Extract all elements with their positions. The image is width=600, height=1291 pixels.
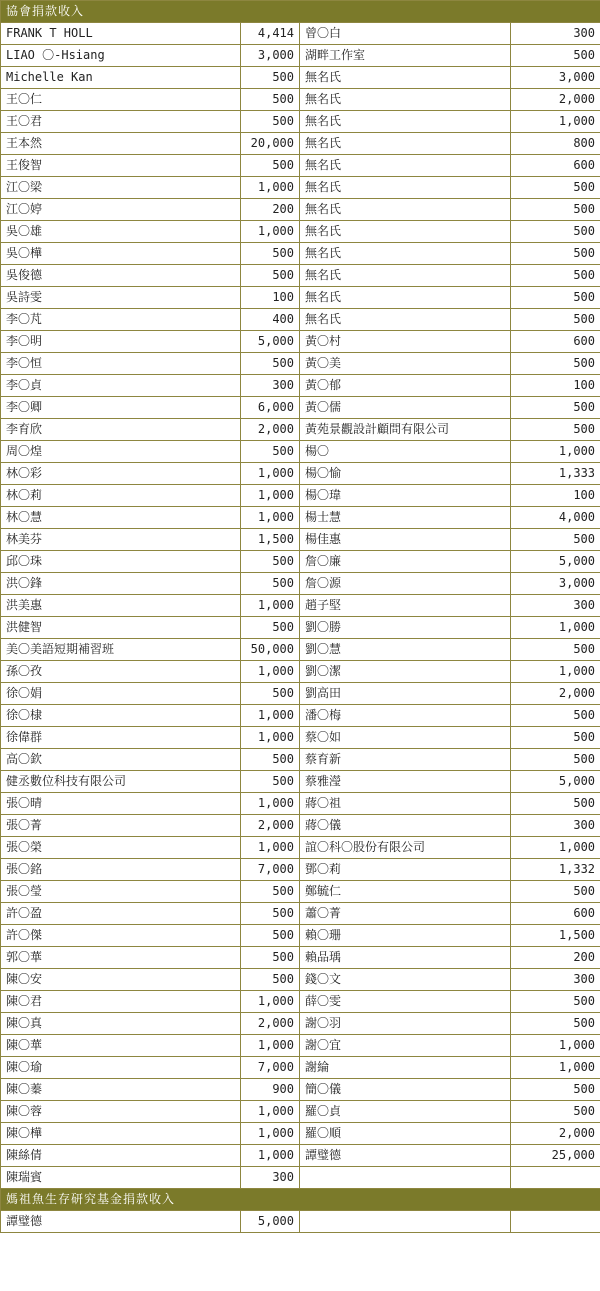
amount-left: 7,000: [241, 1057, 300, 1079]
table-row: [1, 199, 600, 221]
table-row: [1, 771, 600, 793]
amount-left: 300: [241, 375, 300, 397]
donor-name-left: 陳〇樺: [1, 1123, 241, 1145]
donor-name-left: 徐〇棣: [1, 705, 241, 727]
table-row: [1, 67, 600, 89]
amount-left: 3,000: [241, 45, 300, 67]
donor-name-right: 賴〇珊: [300, 925, 511, 947]
amount-right: 1,000: [511, 837, 600, 859]
donor-name-left: 陳〇君: [1, 991, 241, 1013]
donor-name-right: 蔡雅瀅: [300, 771, 511, 793]
amount-right: 500: [511, 793, 600, 815]
amount-right: 1,000: [511, 1057, 600, 1079]
amount-left: 2,000: [241, 1013, 300, 1035]
amount-left: 500: [241, 881, 300, 903]
donor-name-left: 李〇貞: [1, 375, 241, 397]
donor-name-right: 詹〇源: [300, 573, 511, 595]
amount-right: 1,500: [511, 925, 600, 947]
table-row: [1, 661, 600, 683]
table-row: [1, 1079, 600, 1101]
section-header-row: [1, 1189, 600, 1211]
amount-right: 1,332: [511, 859, 600, 881]
donor-name-right: 劉〇潔: [300, 661, 511, 683]
amount-right: 1,333: [511, 463, 600, 485]
amount-left: 1,000: [241, 507, 300, 529]
donor-name-right: 無名氏: [300, 67, 511, 89]
amount-right: 500: [511, 309, 600, 331]
donor-name-left: 王〇仁: [1, 89, 241, 111]
table-row: [1, 89, 600, 111]
amount-left: 500: [241, 969, 300, 991]
amount-left: 1,000: [241, 793, 300, 815]
amount-right: 100: [511, 485, 600, 507]
amount-right: 500: [511, 639, 600, 661]
donor-name-left: 林〇慧: [1, 507, 241, 529]
section-title: 媽祖魚生存研究基金捐款收入: [1, 1189, 600, 1211]
table-row: [1, 441, 600, 463]
amount-left: 6,000: [241, 397, 300, 419]
amount-left: 2,000: [241, 815, 300, 837]
donor-name-left: 李育欣: [1, 419, 241, 441]
amount-right: 500: [511, 749, 600, 771]
donor-name-right: [300, 1211, 511, 1233]
table-row: [1, 705, 600, 727]
table-row: [1, 903, 600, 925]
amount-left: 4,414: [241, 23, 300, 45]
donor-name-left: 許〇盈: [1, 903, 241, 925]
donor-name-right: 誼〇科〇股份有限公司: [300, 837, 511, 859]
amount-left: 500: [241, 111, 300, 133]
amount-right: 500: [511, 1079, 600, 1101]
table-row: [1, 111, 600, 133]
donor-name-right: 無名氏: [300, 199, 511, 221]
amount-right: 1,000: [511, 1035, 600, 1057]
donor-name-left: 李〇明: [1, 331, 241, 353]
table-row: [1, 837, 600, 859]
donor-name-right: 潘〇梅: [300, 705, 511, 727]
amount-right: 2,000: [511, 683, 600, 705]
table-row: [1, 947, 600, 969]
donor-name-right: 詹〇廉: [300, 551, 511, 573]
donor-name-right: 無名氏: [300, 265, 511, 287]
donor-name-right: 無名氏: [300, 177, 511, 199]
donor-name-left: 許〇傑: [1, 925, 241, 947]
donor-name-right: 無名氏: [300, 309, 511, 331]
amount-left: 1,000: [241, 705, 300, 727]
donor-name-left: Michelle Kan: [1, 67, 241, 89]
donor-name-left: 周〇煌: [1, 441, 241, 463]
donor-name-right: 賴品瑀: [300, 947, 511, 969]
donor-name-right: 謝〇羽: [300, 1013, 511, 1035]
amount-left: 20,000: [241, 133, 300, 155]
table-row: [1, 749, 600, 771]
amount-right: 3,000: [511, 573, 600, 595]
donor-name-left: 吳〇雄: [1, 221, 241, 243]
donor-name-right: 謝〇宜: [300, 1035, 511, 1057]
donor-name-right: 黃〇儒: [300, 397, 511, 419]
amount-right: 3,000: [511, 67, 600, 89]
amount-left: 1,000: [241, 1035, 300, 1057]
donor-name-left: 陳〇真: [1, 1013, 241, 1035]
table-row: [1, 221, 600, 243]
donor-name-right: 楊〇瑋: [300, 485, 511, 507]
table-row: [1, 1145, 600, 1167]
amount-left: 500: [241, 617, 300, 639]
amount-right: 2,000: [511, 89, 600, 111]
table-row: [1, 485, 600, 507]
table-row: [1, 287, 600, 309]
amount-left: 1,000: [241, 991, 300, 1013]
amount-left: 5,000: [241, 331, 300, 353]
table-row: [1, 1167, 600, 1189]
amount-right: 500: [511, 1101, 600, 1123]
donor-name-right: 無名氏: [300, 111, 511, 133]
amount-right: 600: [511, 903, 600, 925]
donor-name-right: 羅〇順: [300, 1123, 511, 1145]
donor-name-right: 湖畔工作室: [300, 45, 511, 67]
donor-name-right: 蔡育新: [300, 749, 511, 771]
table-row: [1, 463, 600, 485]
amount-left: 50,000: [241, 639, 300, 661]
amount-right: 500: [511, 45, 600, 67]
table-row: [1, 617, 600, 639]
donor-name-left: 美〇美語短期補習班: [1, 639, 241, 661]
donor-name-right: 劉〇勝: [300, 617, 511, 639]
donor-name-left: 張〇榮: [1, 837, 241, 859]
table-row: [1, 397, 600, 419]
donor-name-left: 王〇君: [1, 111, 241, 133]
donor-name-left: 洪健智: [1, 617, 241, 639]
table-row: [1, 23, 600, 45]
amount-left: 500: [241, 265, 300, 287]
table-row: [1, 507, 600, 529]
amount-right: 1,000: [511, 661, 600, 683]
amount-right: 500: [511, 177, 600, 199]
amount-right: 600: [511, 331, 600, 353]
donor-name-left: 林〇莉: [1, 485, 241, 507]
donor-name-left: 高〇欽: [1, 749, 241, 771]
donor-name-left: 譚璧德: [1, 1211, 241, 1233]
amount-left: 1,000: [241, 1123, 300, 1145]
donor-name-left: 吳詩雯: [1, 287, 241, 309]
donor-name-left: 王俊智: [1, 155, 241, 177]
donor-name-right: 蕭〇菁: [300, 903, 511, 925]
amount-left: 500: [241, 67, 300, 89]
donor-name-left: 王本然: [1, 133, 241, 155]
donor-name-right: 曾〇白: [300, 23, 511, 45]
ledger-body: [1, 1, 600, 1233]
table-row: [1, 793, 600, 815]
donor-name-left: 吳〇樺: [1, 243, 241, 265]
donor-name-left: 陳〇華: [1, 1035, 241, 1057]
amount-right: 2,000: [511, 1123, 600, 1145]
table-row: [1, 1013, 600, 1035]
table-row: [1, 265, 600, 287]
donor-name-right: 劉〇慧: [300, 639, 511, 661]
amount-right: 500: [511, 1013, 600, 1035]
table-row: [1, 1057, 600, 1079]
amount-right: 1,000: [511, 617, 600, 639]
amount-left: 7,000: [241, 859, 300, 881]
donor-name-right: 蔣〇儀: [300, 815, 511, 837]
donor-name-right: 無名氏: [300, 221, 511, 243]
amount-right: 500: [511, 397, 600, 419]
donor-name-left: 林美芬: [1, 529, 241, 551]
donor-name-right: 蔣〇祖: [300, 793, 511, 815]
donor-name-left: 孫〇孜: [1, 661, 241, 683]
amount-left: 1,000: [241, 661, 300, 683]
donor-name-right: 謝綸: [300, 1057, 511, 1079]
table-row: [1, 727, 600, 749]
donor-name-left: 張〇瑩: [1, 881, 241, 903]
donor-name-right: 楊〇愉: [300, 463, 511, 485]
donor-name-right: 薛〇雯: [300, 991, 511, 1013]
donor-name-left: LIAO 〇-Hsiang: [1, 45, 241, 67]
donor-name-right: 黃〇郁: [300, 375, 511, 397]
table-row: [1, 595, 600, 617]
donor-name-right: 楊〇: [300, 441, 511, 463]
amount-left: 1,000: [241, 727, 300, 749]
table-row: [1, 155, 600, 177]
donor-name-left: 陳絲倩: [1, 1145, 241, 1167]
donor-name-left: 江〇梁: [1, 177, 241, 199]
donor-name-right: 錢〇文: [300, 969, 511, 991]
donor-name-right: 譚璧德: [300, 1145, 511, 1167]
amount-right: [511, 1211, 600, 1233]
amount-left: 400: [241, 309, 300, 331]
table-row: [1, 331, 600, 353]
donor-name-left: 陳〇蓉: [1, 1101, 241, 1123]
section-header-row: [1, 1, 600, 23]
donor-name-right: 楊士慧: [300, 507, 511, 529]
table-row: [1, 309, 600, 331]
amount-right: 500: [511, 287, 600, 309]
amount-right: 300: [511, 969, 600, 991]
table-row: [1, 573, 600, 595]
amount-right: 300: [511, 595, 600, 617]
amount-right: 500: [511, 727, 600, 749]
table-row: [1, 551, 600, 573]
donor-name-right: [300, 1167, 511, 1189]
donor-name-right: 簡〇儀: [300, 1079, 511, 1101]
table-row: [1, 683, 600, 705]
donor-name-left: FRANK T HOLL: [1, 23, 241, 45]
amount-left: 200: [241, 199, 300, 221]
donor-name-left: 徐偉群: [1, 727, 241, 749]
amount-left: 500: [241, 155, 300, 177]
table-row: [1, 45, 600, 67]
amount-left: 300: [241, 1167, 300, 1189]
table-row: [1, 133, 600, 155]
amount-left: 500: [241, 353, 300, 375]
amount-left: 1,000: [241, 177, 300, 199]
donor-name-left: 張〇晴: [1, 793, 241, 815]
amount-left: 1,000: [241, 463, 300, 485]
amount-right: 500: [511, 529, 600, 551]
donor-name-left: 李〇芃: [1, 309, 241, 331]
amount-right: 300: [511, 23, 600, 45]
donor-name-left: 陳〇安: [1, 969, 241, 991]
donor-name-right: 無名氏: [300, 287, 511, 309]
amount-right: 1,000: [511, 441, 600, 463]
table-row: [1, 859, 600, 881]
amount-left: 900: [241, 1079, 300, 1101]
table-row: [1, 815, 600, 837]
amount-right: 5,000: [511, 551, 600, 573]
donor-name-right: 黃〇村: [300, 331, 511, 353]
table-row: [1, 881, 600, 903]
amount-right: 300: [511, 815, 600, 837]
amount-left: 500: [241, 89, 300, 111]
table-row: [1, 1123, 600, 1145]
amount-left: 1,000: [241, 595, 300, 617]
table-row: [1, 969, 600, 991]
donor-name-left: 林〇彩: [1, 463, 241, 485]
table-row: [1, 353, 600, 375]
amount-right: 25,000: [511, 1145, 600, 1167]
amount-left: 1,000: [241, 485, 300, 507]
donor-name-right: 黃〇美: [300, 353, 511, 375]
amount-left: 1,500: [241, 529, 300, 551]
amount-right: 500: [511, 991, 600, 1013]
donor-name-left: 郭〇華: [1, 947, 241, 969]
amount-left: 500: [241, 903, 300, 925]
donor-name-right: 無名氏: [300, 243, 511, 265]
donor-name-left: 陳瑞賓: [1, 1167, 241, 1189]
amount-left: 500: [241, 749, 300, 771]
donor-name-right: 無名氏: [300, 89, 511, 111]
donor-name-left: 李〇卿: [1, 397, 241, 419]
table-row: [1, 925, 600, 947]
table-row: [1, 639, 600, 661]
amount-left: 100: [241, 287, 300, 309]
amount-left: 1,000: [241, 221, 300, 243]
donor-name-right: 鄭毓仁: [300, 881, 511, 903]
amount-right: 1,000: [511, 111, 600, 133]
amount-right: 100: [511, 375, 600, 397]
donor-name-left: 李〇恒: [1, 353, 241, 375]
donor-name-left: 邱〇珠: [1, 551, 241, 573]
donor-name-right: 鄧〇莉: [300, 859, 511, 881]
amount-right: 200: [511, 947, 600, 969]
amount-right: 5,000: [511, 771, 600, 793]
table-row: [1, 243, 600, 265]
amount-left: 1,000: [241, 1145, 300, 1167]
donor-name-left: 洪〇鋒: [1, 573, 241, 595]
amount-left: 500: [241, 573, 300, 595]
amount-left: 500: [241, 683, 300, 705]
donor-name-right: 蔡〇如: [300, 727, 511, 749]
donor-name-left: 洪美惠: [1, 595, 241, 617]
amount-left: 500: [241, 551, 300, 573]
donor-name-left: 江〇婷: [1, 199, 241, 221]
donor-name-left: 張〇菁: [1, 815, 241, 837]
amount-left: 1,000: [241, 1101, 300, 1123]
amount-right: 500: [511, 881, 600, 903]
amount-right: 500: [511, 221, 600, 243]
amount-left: 1,000: [241, 837, 300, 859]
amount-left: 500: [241, 243, 300, 265]
amount-left: 500: [241, 771, 300, 793]
amount-right: 500: [511, 199, 600, 221]
donor-name-right: 黃苑景觀設計顧問有限公司: [300, 419, 511, 441]
amount-left: 5,000: [241, 1211, 300, 1233]
donor-name-left: 徐〇娟: [1, 683, 241, 705]
donor-name-left: 陳〇蓁: [1, 1079, 241, 1101]
table-row: [1, 529, 600, 551]
table-row: [1, 375, 600, 397]
amount-right: 500: [511, 243, 600, 265]
amount-left: 2,000: [241, 419, 300, 441]
amount-left: 500: [241, 925, 300, 947]
amount-right: 800: [511, 133, 600, 155]
amount-right: 4,000: [511, 507, 600, 529]
amount-right: 500: [511, 353, 600, 375]
donor-name-right: 無名氏: [300, 155, 511, 177]
table-row: [1, 991, 600, 1013]
amount-right: 500: [511, 419, 600, 441]
donor-name-left: 張〇銘: [1, 859, 241, 881]
amount-right: 500: [511, 705, 600, 727]
amount-left: 500: [241, 441, 300, 463]
amount-right: 500: [511, 265, 600, 287]
table-row: [1, 1101, 600, 1123]
table-row: [1, 419, 600, 441]
donor-name-right: 羅〇貞: [300, 1101, 511, 1123]
amount-right: 600: [511, 155, 600, 177]
table-row: [1, 177, 600, 199]
donor-name-right: 趙子堅: [300, 595, 511, 617]
donor-name-left: 吳俊德: [1, 265, 241, 287]
donor-name-right: 楊佳惠: [300, 529, 511, 551]
section-title: 協會捐款收入: [1, 1, 600, 23]
donor-name-right: 劉高田: [300, 683, 511, 705]
donor-name-left: 陳〇瑜: [1, 1057, 241, 1079]
donor-name-right: 無名氏: [300, 133, 511, 155]
amount-left: 500: [241, 947, 300, 969]
amount-right: [511, 1167, 600, 1189]
donor-name-left: 健丞數位科技有限公司: [1, 771, 241, 793]
table-row: [1, 1035, 600, 1057]
table-row: [1, 1211, 600, 1233]
